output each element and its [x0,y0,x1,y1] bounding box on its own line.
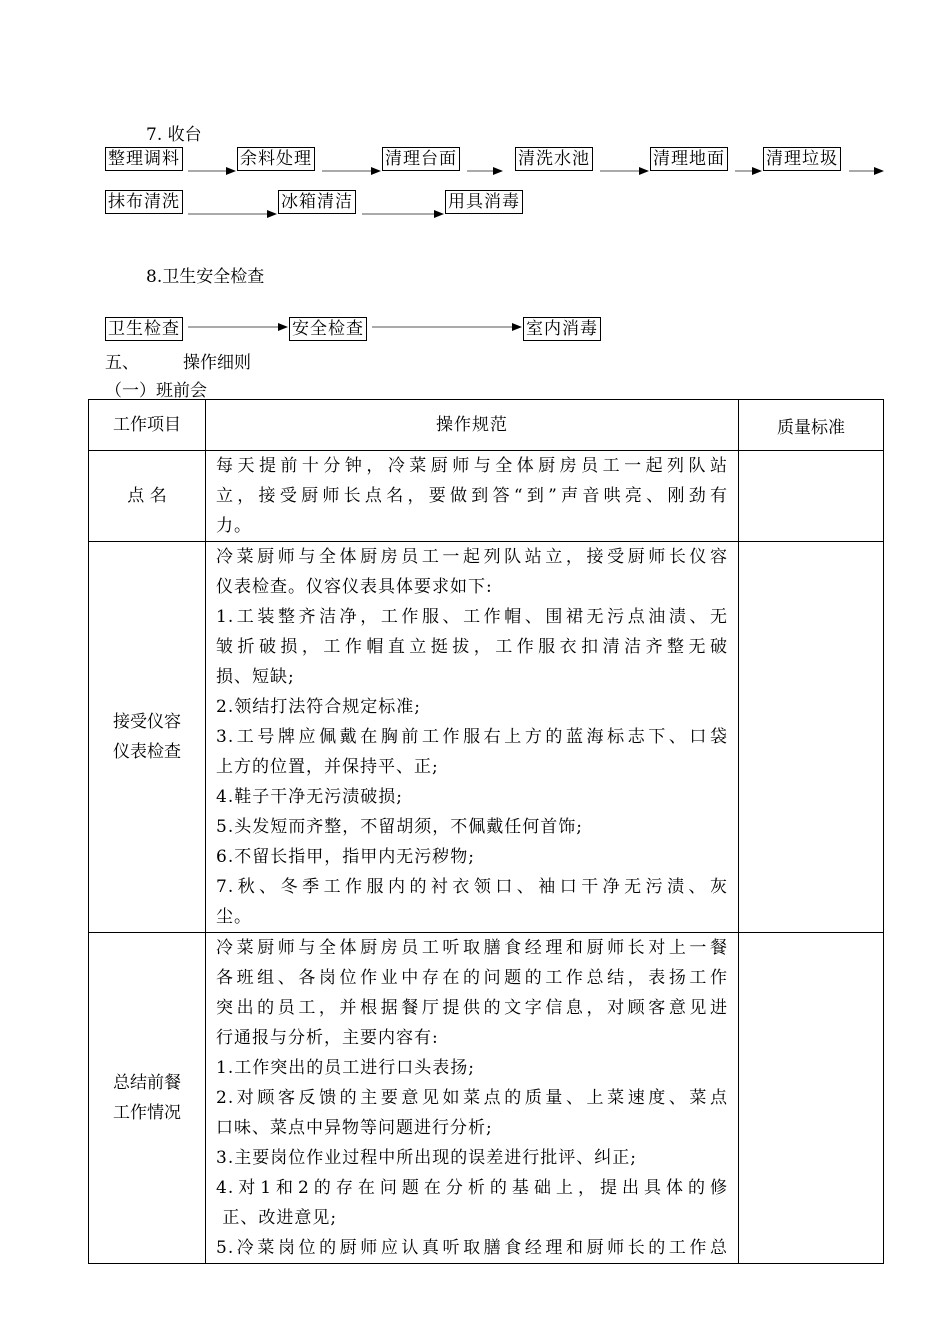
row-standard [739,933,884,1264]
header-standard: 质量标准 [739,400,884,451]
flow-box: 整理调料 [105,147,183,171]
spec-line: 4.对1和2的存在问题在分析的基础上，提出具体的修 [216,1178,728,1198]
subsection-title: （一）班前会 [105,381,207,401]
spec-line: 损、短缺; [216,667,295,687]
flow-box: 用具消毒 [445,190,523,214]
spec-line: 冷菜厨师与全体厨房员工一起列队站立，接受厨师长仪容 [216,547,728,567]
spec-line: 行通报与分析，主要内容有: [216,1028,439,1048]
spec-line: 4.鞋子干净无污渍破损; [216,787,403,807]
spec-line: 立，接受厨师长点名，要做到答“到”声音哄亮、刚劲有 [216,486,728,506]
spec-line: 1.工作突出的员工进行口头表扬; [216,1058,475,1078]
item-line: 接受仪容 [113,712,181,732]
row-standard [739,451,884,542]
table-header-row [89,400,884,451]
row-item [89,933,206,1264]
spec-line: 3.主要岗位作业过程中所出现的误差进行批评、纠正; [216,1148,637,1168]
spec-line: 正、改进意见; [216,1208,338,1228]
spec-line: 冷菜厨师与全体厨房员工听取膳食经理和厨师长对上一餐 [216,938,728,958]
spec-line: 5.头发短而齐整，不留胡须，不佩戴任何首饰; [216,817,583,837]
flow-arrows [0,0,950,360]
spec-line: 2.领结打法符合规定标准; [216,697,421,717]
spec-line: 7.秋、冬季工作服内的衬衣领口、袖口干净无污渍、灰 [216,877,728,897]
header-item: 工作项目 [89,400,206,451]
spec-line: 5.冷菜岗位的厨师应认真听取膳食经理和厨师长的工作总 [216,1238,728,1258]
spec-line: 每天提前十分钟，冷菜厨师与全体厨房员工一起列队站 [216,456,728,476]
spec-line: 皱折破损，工作帽直立挺拔，工作服衣扣清洁齐整无破 [216,637,728,657]
item-line: 总结前餐 [113,1073,181,1093]
header-spec: 操作规范 [206,400,739,451]
flow-box: 卫生检查 [105,317,183,341]
row-spec [206,451,739,542]
flow-box: 冰箱清洁 [278,190,356,214]
table-row [89,542,884,933]
flow-box: 抹布清洗 [105,190,183,214]
spec-table [88,399,884,1264]
flow-box: 余料处理 [237,147,315,171]
spec-line: 3.工号牌应佩戴在胸前工作服右上方的蓝海标志下、口袋 [216,727,728,747]
section-8-title: 8.卫生安全检查 [146,267,265,287]
row-item: 点 名 [89,451,206,542]
flow-box: 清理地面 [650,147,728,171]
flow-box: 清理台面 [382,147,460,171]
section-5-title: 操作细则 [183,353,251,373]
spec-line: 力。 [216,516,252,536]
flow-box: 清理垃圾 [763,147,841,171]
spec-line: 各班组、各岗位作业中存在的问题的工作总结，表扬工作 [216,968,728,988]
item-line: 仪表检查 [113,742,181,762]
row-spec [206,542,739,933]
spec-line: 口味、菜点中异物等问题进行分析; [216,1118,493,1138]
flow-box: 安全检查 [289,317,367,341]
spec-line: 突出的员工，并根据餐厅提供的文字信息，对顾客意见进 [216,998,728,1018]
spec-line: 上方的位置，并保持平、正; [216,757,439,777]
spec-line: 1.工装整齐洁净，工作服、工作帽、围裙无污点油渍、无 [216,607,728,627]
flow-box: 清洗水池 [515,147,593,171]
item-line: 工作情况 [113,1103,181,1123]
section-7-title: 7. 收台 [146,125,202,145]
table-row [89,933,884,1264]
flow-box: 室内消毒 [523,317,601,341]
spec-line: 2.对顾客反馈的主要意见如菜点的质量、上菜速度、菜点 [216,1088,728,1108]
row-standard [739,542,884,933]
spec-line: 6.不留长指甲，指甲内无污秽物; [216,847,475,867]
section-5-number: 五、 [105,353,139,373]
table-row [89,451,884,542]
spec-line: 尘。 [216,907,252,927]
spec-line: 仪表检查。仪容仪表具体要求如下: [216,577,493,597]
row-spec [206,933,739,1264]
row-item [89,542,206,933]
